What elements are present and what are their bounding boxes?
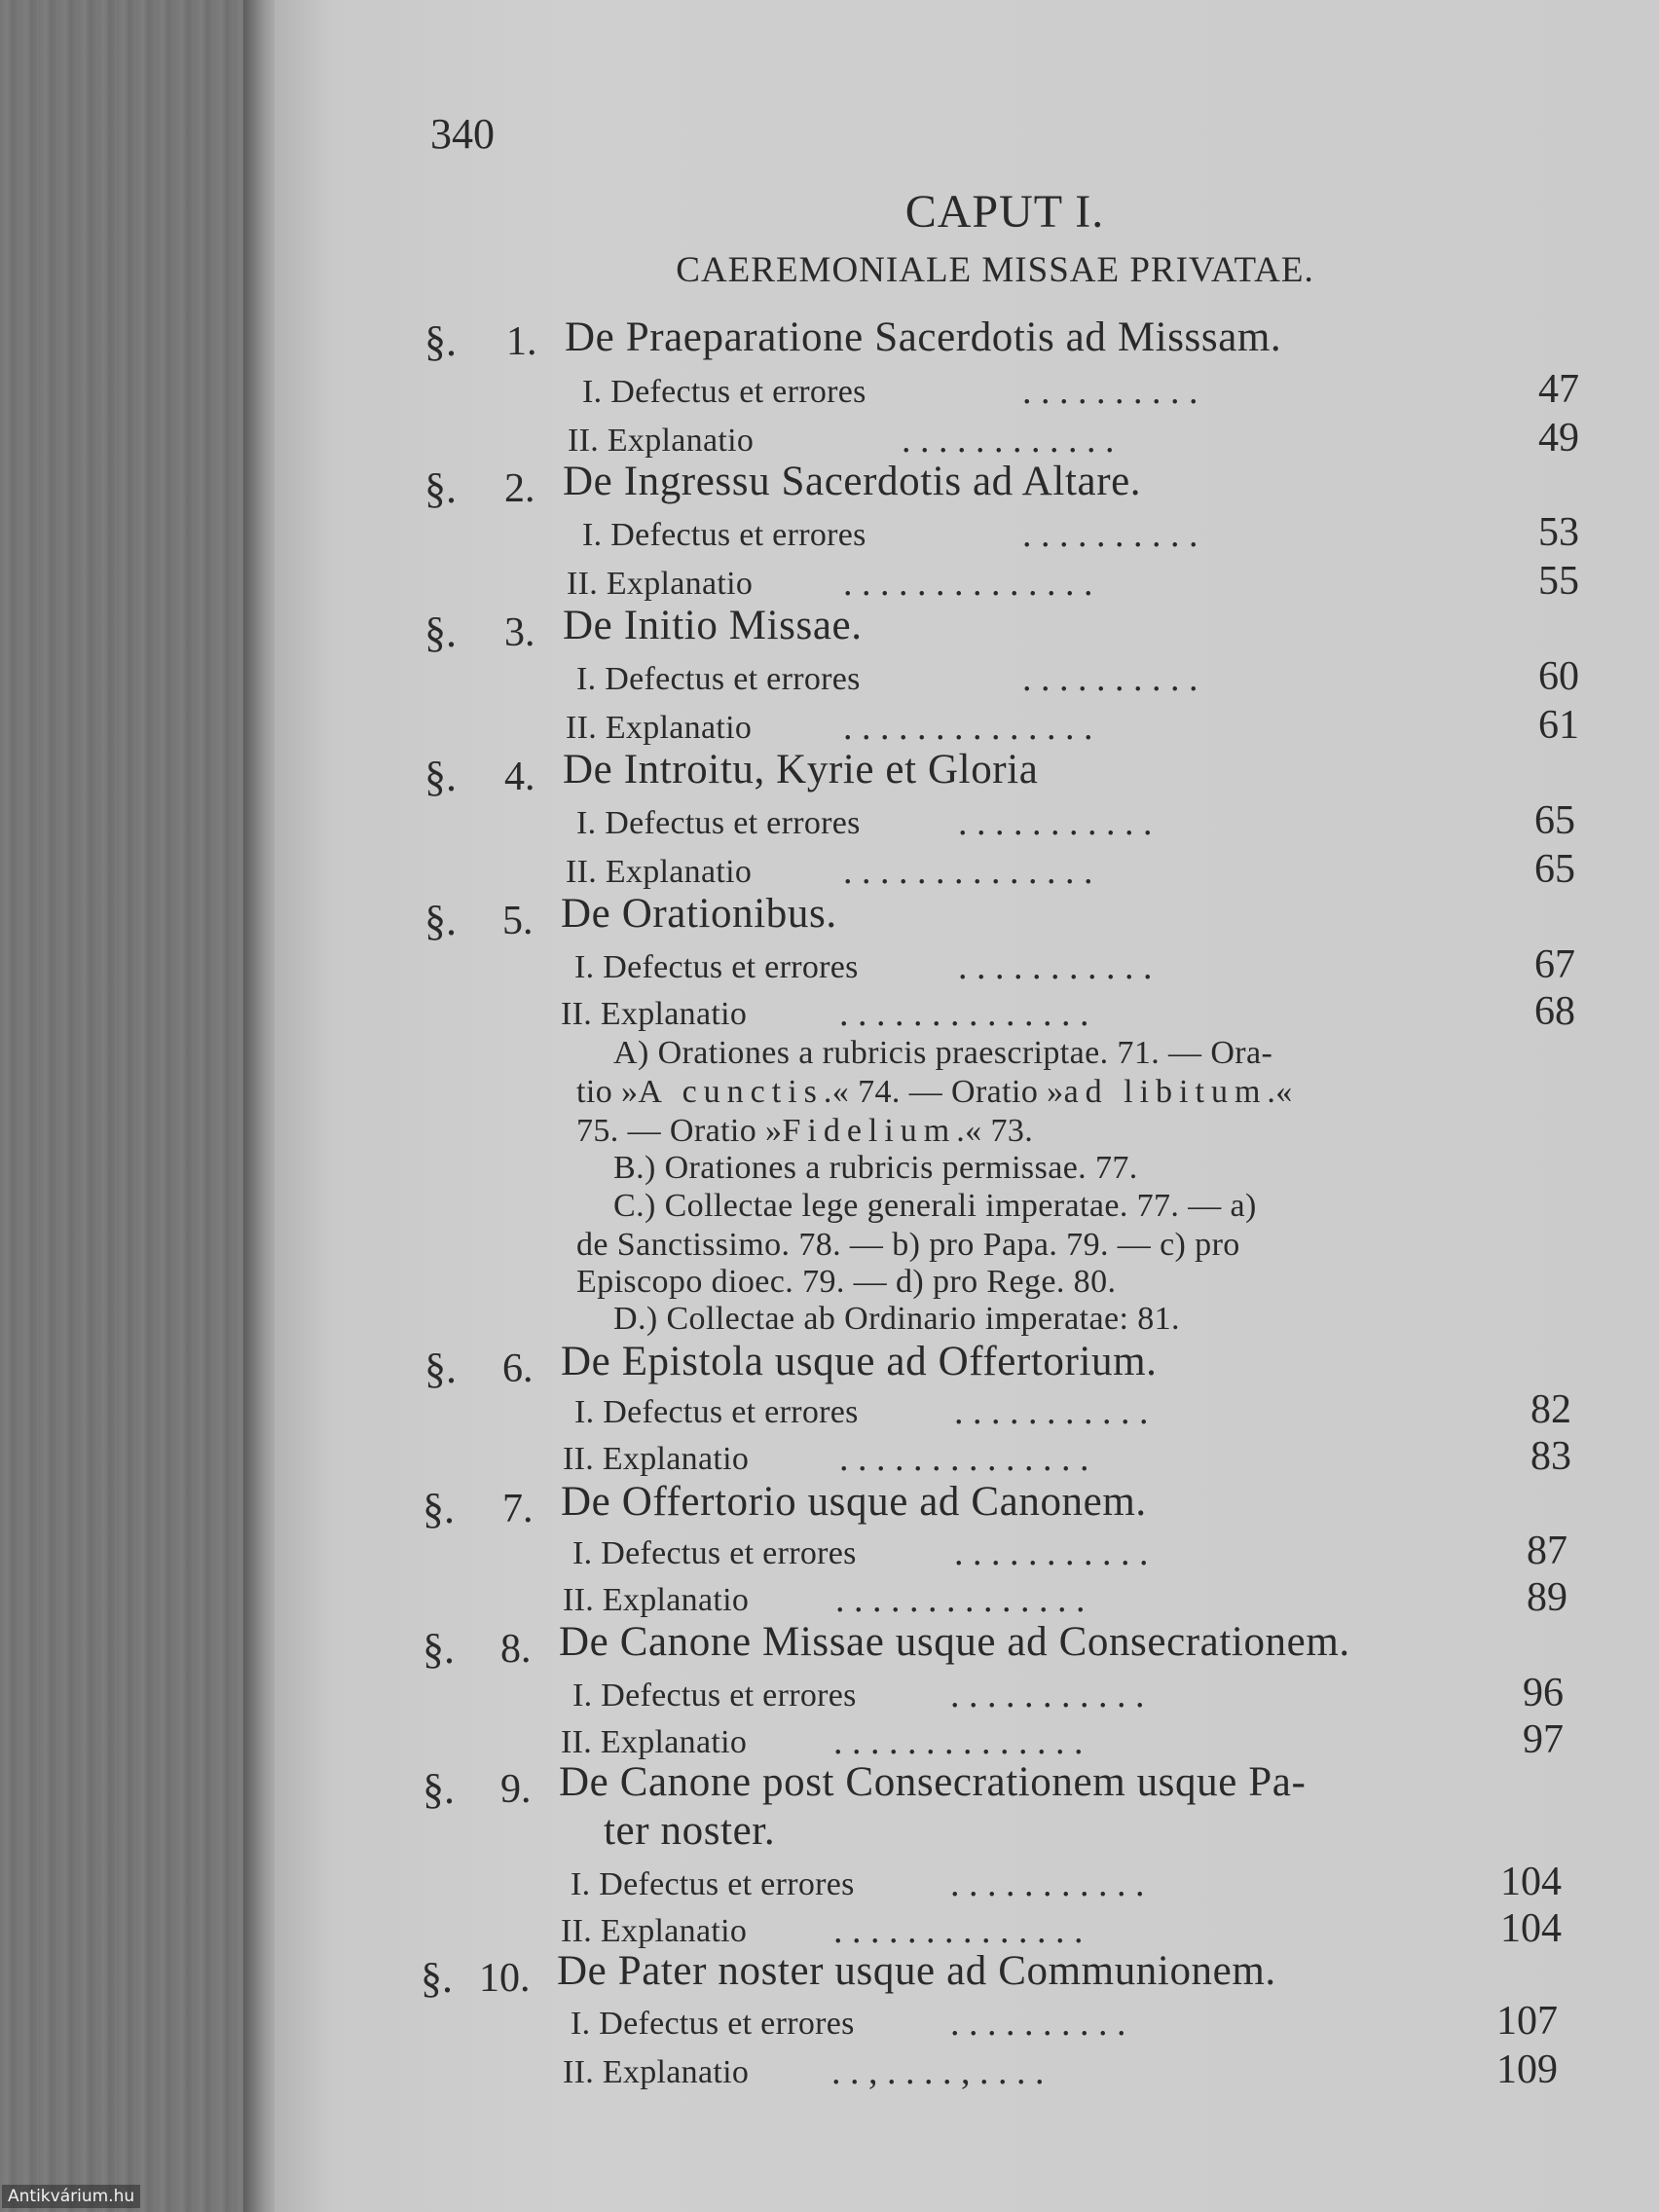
leader-dots: . . . . . . . . . . . . . . xyxy=(843,707,1093,748)
note-line-a1: A) Orationes a rubricis praescriptae. 71. — Ora- xyxy=(613,1035,1273,1071)
entry-label: II. Explanatio xyxy=(561,1724,748,1760)
section-sign: §. xyxy=(424,897,457,944)
note-spaced-text: A cunctis xyxy=(638,1074,824,1110)
leader-dots: . . . . . . . . . . . xyxy=(954,1391,1149,1432)
entry-page: 96 xyxy=(1523,1671,1564,1715)
entry-page: 67 xyxy=(1534,942,1575,987)
entry-page: 104 xyxy=(1500,1860,1562,1904)
section-sign: §. xyxy=(423,1765,455,1813)
entry-label: II. Explanatio xyxy=(566,710,753,746)
entry-label: I. Defectus et errores xyxy=(574,1394,859,1430)
entry-label: II. Explanatio xyxy=(563,1441,750,1477)
section-sign: §. xyxy=(423,1485,455,1532)
entry-page: 65 xyxy=(1534,847,1575,892)
leader-dots: . . . . . . . . . . . . . . xyxy=(843,851,1093,892)
leader-dots: . . . . . . . . . . . . xyxy=(902,420,1115,461)
entry-label: I. Defectus et errores xyxy=(571,1866,855,1902)
note-text: .« 73. xyxy=(956,1113,1034,1149)
leader-dots: . . . . . . . . . . . . . . xyxy=(835,1579,1086,1620)
entry-page: 107 xyxy=(1496,1999,1558,2044)
entry-page: 89 xyxy=(1527,1575,1567,1620)
watermark: Antikvárium.hu xyxy=(2,2185,140,2208)
facing-page-binding xyxy=(0,0,263,2212)
entry-page: 83 xyxy=(1530,1434,1571,1479)
entry-page: 109 xyxy=(1496,2047,1558,2092)
section-sign: §. xyxy=(424,1345,457,1392)
entry-page: 68 xyxy=(1534,989,1575,1034)
chapter-subtitle: CAEREMONIALE MISSAE PRIVATAE. xyxy=(676,250,1314,290)
section-number: 2. xyxy=(504,466,535,511)
leader-dots: . . . . . . . . . . . . . . xyxy=(839,1438,1089,1479)
section-number: 5. xyxy=(502,899,534,943)
entry-page: 47 xyxy=(1538,367,1579,412)
section-title: De Canone Missae usque ad Consecrationem. xyxy=(559,1619,1350,1665)
leader-dots: . . . . . . . . . . . xyxy=(954,1532,1149,1573)
section-number: 6. xyxy=(502,1346,534,1391)
note-line-d: D.) Collectae ab Ordinario imperatae: 81. xyxy=(613,1301,1180,1337)
section-number: 4. xyxy=(504,755,535,799)
section-title: De Praeparatione Sacerdotis ad Misssam. xyxy=(565,314,1282,360)
note-line-a3 xyxy=(576,1113,1033,1150)
note-text: 75. — Oratio » xyxy=(576,1113,783,1149)
leader-dots: . . . . . . . . . . xyxy=(1022,371,1198,412)
section-sign: §. xyxy=(424,608,457,656)
leader-dots: . . . . . . . . . . . . . . xyxy=(833,1721,1084,1762)
note-text: .« xyxy=(1267,1074,1293,1110)
page-number: 340 xyxy=(430,110,495,158)
chapter-title: CAPUT I. xyxy=(904,186,1105,238)
entry-page: 82 xyxy=(1530,1387,1571,1432)
section-title: De Pater noster usque ad Communionem. xyxy=(557,1948,1276,1994)
entry-page: 60 xyxy=(1538,654,1579,699)
entry-label: I. Defectus et errores xyxy=(576,661,861,697)
section-title: De Canone post Consecrationem usque Pa- xyxy=(559,1759,1307,1805)
note-text: tio » xyxy=(576,1074,639,1110)
entry-page: 49 xyxy=(1538,416,1579,461)
leader-dots: . . , . . . . , . . . . xyxy=(831,2051,1045,2092)
section-title: De Ingressu Sacerdotis ad Altare. xyxy=(563,459,1142,504)
entry-page: 55 xyxy=(1538,559,1579,604)
section-title: De Offertorio usque ad Canonem. xyxy=(561,1479,1147,1525)
entry-label: II. Explanatio xyxy=(568,423,755,459)
section-sign: §. xyxy=(424,753,457,800)
entry-label: I. Defectus et errores xyxy=(572,1677,857,1714)
entry-label: II. Explanatio xyxy=(561,1913,748,1949)
entry-label: I. Defectus et errores xyxy=(576,805,861,841)
section-title: De Orationibus. xyxy=(561,891,837,937)
entry-label: I. Defectus et errores xyxy=(582,374,866,410)
leader-dots: . . . . . . . . . . xyxy=(1022,658,1198,699)
leader-dots: . . . . . . . . . . . . . . xyxy=(833,1910,1084,1951)
section-title-continued: ter noster. xyxy=(604,1808,776,1854)
leader-dots: . . . . . . . . . . . xyxy=(950,1863,1145,1904)
leader-dots: . . . . . . . . . . . xyxy=(958,802,1153,843)
leader-dots: . . . . . . . . . . xyxy=(1022,514,1198,555)
leader-dots: . . . . . . . . . . . . . . xyxy=(843,563,1093,604)
note-line-b: B.) Orationes a rubricis permissae. 77. xyxy=(613,1150,1138,1186)
entry-label: I. Defectus et errores xyxy=(574,949,859,985)
section-number: 9. xyxy=(500,1767,532,1812)
entry-label: I. Defectus et errores xyxy=(571,2006,855,2042)
section-number: 3. xyxy=(504,610,535,655)
entry-page: 97 xyxy=(1523,1717,1564,1762)
note-line-c1: C.) Collectae lege generali imperatae. 77. — a) xyxy=(613,1188,1257,1224)
entry-page: 61 xyxy=(1538,703,1579,748)
leader-dots: . . . . . . . . . . . . . . xyxy=(839,993,1089,1034)
entry-label: I. Defectus et errores xyxy=(572,1535,857,1571)
note-line-c3: Episcopo dioec. 79. — d) pro Rege. 80. xyxy=(576,1264,1117,1300)
entry-label: II. Explanatio xyxy=(566,854,753,890)
leader-dots: . . . . . . . . . . . xyxy=(950,1675,1145,1715)
leader-dots: . . . . . . . . . . xyxy=(950,2003,1126,2044)
section-title: De Epistola usque ad Offertorium. xyxy=(561,1339,1158,1384)
entry-label: I. Defectus et errores xyxy=(582,517,866,553)
note-spaced-text: Fidelium xyxy=(782,1113,957,1149)
note-spaced-text: ad libitum xyxy=(1063,1074,1268,1110)
entry-page: 87 xyxy=(1527,1529,1567,1573)
entry-label: II. Explanatio xyxy=(567,566,754,602)
section-sign: §. xyxy=(424,464,457,512)
section-number: 8. xyxy=(500,1627,532,1672)
entry-label: II. Explanatio xyxy=(563,1582,750,1618)
section-number: 10. xyxy=(479,1956,531,2001)
entry-page: 104 xyxy=(1500,1906,1562,1951)
section-title: De Introitu, Kyrie et Gloria xyxy=(563,747,1039,793)
entry-page: 53 xyxy=(1538,510,1579,555)
entry-label: II. Explanatio xyxy=(561,996,748,1032)
section-number: 7. xyxy=(502,1487,534,1531)
section-sign: §. xyxy=(421,1954,453,2002)
section-sign: §. xyxy=(423,1625,455,1673)
note-line-c2: de Sanctissimo. 78. — b) pro Papa. 79. — c) pro xyxy=(576,1227,1240,1263)
note-text: .« 74. — Oratio » xyxy=(823,1074,1064,1110)
section-title: De Initio Missae. xyxy=(563,603,863,648)
note-line-a2 xyxy=(576,1074,1293,1111)
section-number: 1. xyxy=(506,319,537,364)
section-sign: §. xyxy=(424,317,457,365)
leader-dots: . . . . . . . . . . . xyxy=(958,946,1153,987)
entry-page: 65 xyxy=(1534,798,1575,843)
entry-label: II. Explanatio xyxy=(563,2054,750,2090)
